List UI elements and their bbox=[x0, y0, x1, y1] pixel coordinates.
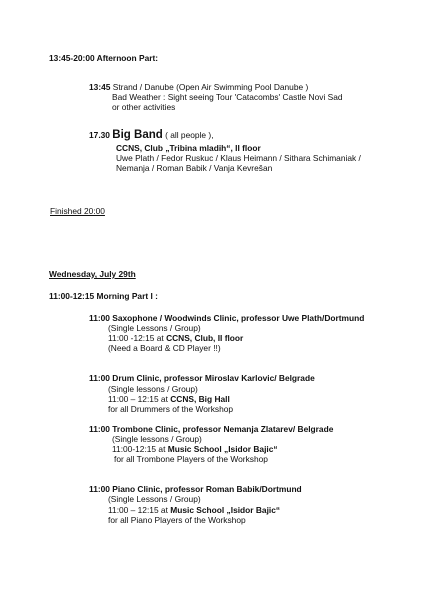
morning-header: 11:00-12:15 Morning Part I : bbox=[49, 291, 158, 301]
bigband-title-line: 17.30 Big Band ( all people ), bbox=[89, 129, 214, 141]
clinic-line2: 11:00 – 12:15 at CCNS, Big Hall bbox=[108, 394, 230, 404]
clinic-title: 11:00 Saxophone / Woodwinds Clinic, professor Uwe Plath/Dortmund bbox=[89, 313, 365, 323]
clinic-line2: 11:00 -12:15 at CCNS, Club, II floor bbox=[108, 333, 244, 343]
clinic-line3: for all Piano Players of the Workshop bbox=[108, 515, 246, 525]
clinic-line1: (Single lessons / Group) bbox=[108, 384, 198, 394]
clinic-title: 11:00 Drum Clinic, professor Miroslav Karlovic/ Belgrade bbox=[89, 373, 315, 383]
clinic-line1: (Single Lessons / Group) bbox=[108, 323, 201, 333]
clinic-line1: (Single lessons / Group) bbox=[112, 434, 202, 444]
clinic-line3: for all Trombone Players of the Workshop bbox=[114, 454, 268, 464]
strand-line2: Bad Weather : Sight seeing Tour 'Catacombs' Castle Novi Sad bbox=[112, 92, 343, 102]
clinic-title: 11:00 Piano Clinic, professor Roman Babik/Dortmund bbox=[89, 484, 302, 494]
clinic-line2: 11:00 – 12:15 at Music School „Isidor Bajic“ bbox=[108, 505, 281, 515]
bigband-people2: Nemanja / Roman Babik / Vanja Kevrešan bbox=[116, 163, 273, 173]
strand-line3: or other activities bbox=[112, 102, 176, 112]
afternoon-header: 13:45-20:00 Afternoon Part: bbox=[49, 53, 159, 63]
clinic-line1: (Single Lessons / Group) bbox=[108, 494, 201, 504]
bigband-venue: CCNS, Club „Tribina mladih“, II floor bbox=[116, 143, 261, 153]
clinic-title: 11:00 Trombone Clinic, professor Nemanja Zlatarev/ Belgrade bbox=[89, 424, 334, 434]
clinic-line2: 11:00-12:15 at Music School „Isidor Bajic“ bbox=[112, 444, 278, 454]
clinic-line3: for all Drummers of the Workshop bbox=[108, 404, 234, 414]
finished-note: Finished 20:00 bbox=[50, 206, 105, 216]
strand-line1: 13:45 Strand / Danube (Open Air Swimming Pool Danube ) bbox=[89, 82, 309, 92]
day-header: Wednesday, July 29th bbox=[49, 269, 136, 279]
clinic-line3: (Need a Board & CD Player !!) bbox=[108, 343, 221, 353]
bigband-people1: Uwe Plath / Fedor Ruskuc / Klaus Heimann / Sithara Schimaniak / bbox=[116, 153, 361, 163]
